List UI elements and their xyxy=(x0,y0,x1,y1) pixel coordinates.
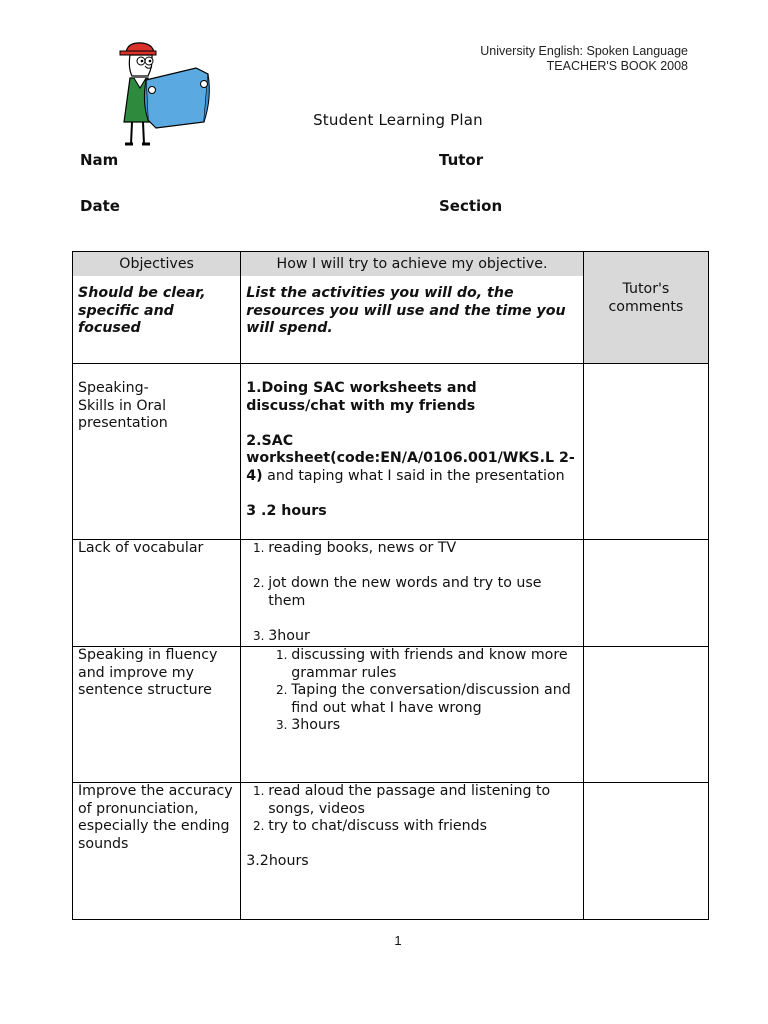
objectives-column-header: Objectives xyxy=(73,252,240,276)
name-field-label: Nam xyxy=(80,151,119,169)
tutor-comments-header xyxy=(583,252,708,364)
list-item: 2. Taping the conversation/discussion and find out what I have wrong xyxy=(291,682,578,717)
tutor-comment-cell xyxy=(583,783,708,920)
tutor-field-label: Tutor xyxy=(439,151,484,169)
list-item: 1. discussing with friends and know more grammar rules xyxy=(291,647,578,682)
book-name: TEACHER'S BOOK 2008 xyxy=(546,59,688,73)
objective-text: Improve the accuracy of pronunciation, especially the ending sounds xyxy=(78,783,233,852)
list-item: 3. 3hours xyxy=(291,717,578,735)
table-row xyxy=(73,647,709,783)
page-number: 1 xyxy=(394,933,402,948)
method-list xyxy=(246,783,578,836)
methods-guidance: List the activities you will do, the resources you will use and the time you will spend. xyxy=(246,285,566,337)
objectives-header-cell xyxy=(73,252,241,364)
worksheet-code: 2.SAC worksheet(code:EN/A/0106.001/WKS.L 2-4) xyxy=(246,432,575,484)
method-cell xyxy=(241,783,584,920)
objective-text: Speaking in fluency and improve my sentence structure xyxy=(78,647,218,699)
method-list xyxy=(246,647,578,735)
list-item xyxy=(246,433,578,486)
course-name: University English: Spoken Language xyxy=(480,44,688,58)
page-title: Student Learning Plan xyxy=(313,111,483,129)
tutor-comments-label: Tutor's comments xyxy=(608,280,684,315)
worksheet-note: and taping what I said in the presentation xyxy=(262,467,565,484)
list-item: 2. try to chat/discuss with friends xyxy=(268,818,578,836)
date-field-label: Date xyxy=(80,197,120,215)
section-field-label: Section xyxy=(439,197,503,215)
methods-column-header: How I will try to achieve my objective. xyxy=(241,252,583,276)
table-row xyxy=(73,364,709,540)
method-cell xyxy=(241,540,584,647)
objective-text: Lack of vocabular xyxy=(78,540,204,556)
list-item: 2. jot down the new words and try to use them xyxy=(268,575,578,610)
objective-text: Skills in Oral presentation xyxy=(78,397,168,432)
learning-plan-table xyxy=(72,251,709,920)
method-cell xyxy=(241,647,584,783)
mascot-reading-map-illustration xyxy=(112,40,222,155)
method-cell xyxy=(241,364,584,540)
objective-cell xyxy=(73,540,241,647)
list-item: 3 .2 hours xyxy=(246,503,327,520)
table-row xyxy=(73,540,709,647)
objective-cell xyxy=(73,783,241,920)
list-item: 1. read aloud the passage and listening to songs, videos xyxy=(268,783,578,818)
objective-text: Speaking- xyxy=(78,380,149,396)
tutor-comment-cell xyxy=(583,540,708,647)
tutor-comment-cell xyxy=(583,647,708,783)
objective-cell xyxy=(73,647,241,783)
objectives-guidance: Should be clear, specific and focused xyxy=(78,285,206,337)
objective-cell xyxy=(73,364,241,540)
document-header xyxy=(480,44,688,74)
list-item: 1.Doing SAC worksheets and discuss/chat with my friends xyxy=(246,380,477,414)
list-item: 1. reading books, news or TV xyxy=(268,540,578,558)
list-item: 3. 3hour xyxy=(268,628,578,646)
methods-header-cell xyxy=(241,252,584,364)
table-header-row xyxy=(73,252,709,364)
method-list xyxy=(246,540,578,646)
tutor-comment-cell xyxy=(583,364,708,540)
time-note: 3.2hours xyxy=(246,853,309,870)
table-row xyxy=(73,783,709,920)
